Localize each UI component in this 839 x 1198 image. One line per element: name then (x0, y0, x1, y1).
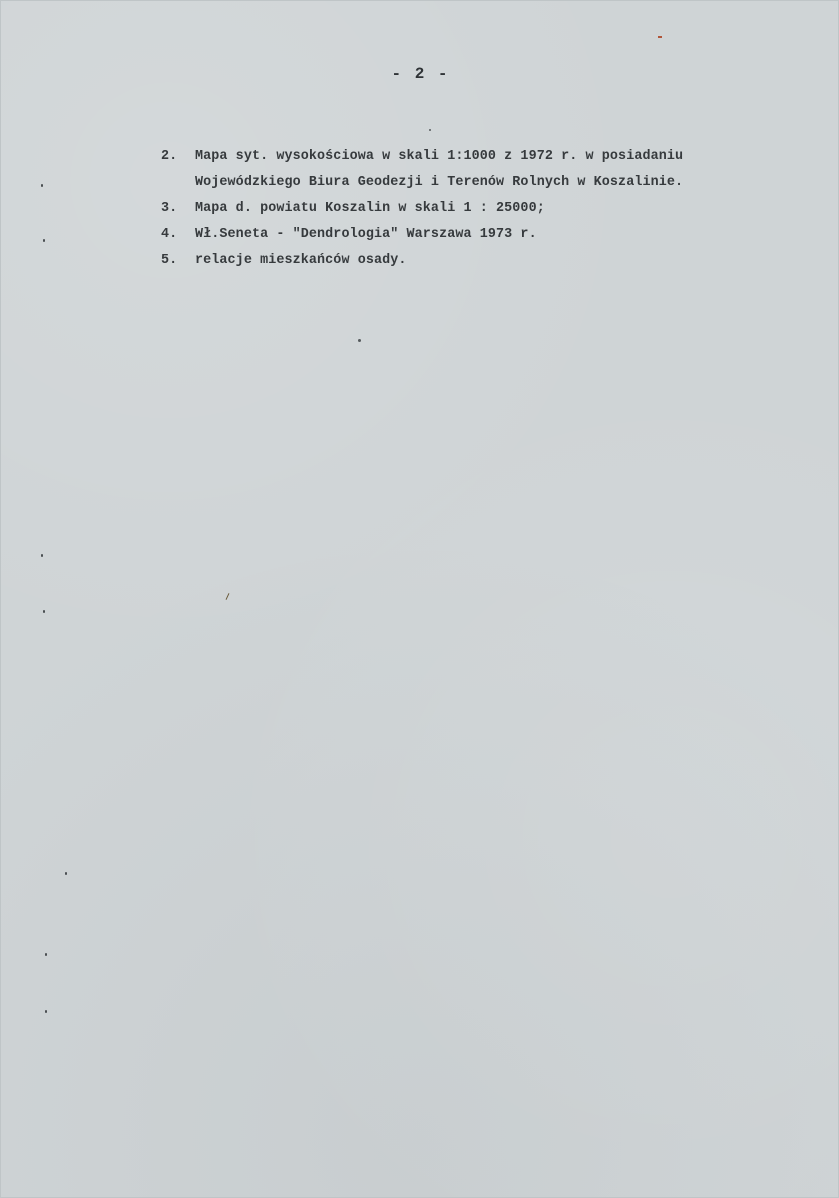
margin-speck (43, 239, 45, 242)
ink-dot (358, 339, 361, 342)
reference-list (161, 144, 831, 274)
reference-line: Mapa syt. wysokościowa w skali 1:1000 z 1972 r. w posiadaniu (195, 149, 684, 164)
margin-speck (43, 610, 45, 613)
reference-text (195, 144, 683, 196)
margin-speck (41, 554, 43, 557)
margin-speck (45, 953, 47, 956)
reference-number: 2. (161, 149, 178, 164)
ink-stroke (226, 593, 230, 600)
margin-speck (41, 184, 43, 187)
reference-number: 5. (161, 253, 178, 268)
red-speck (658, 36, 662, 38)
reference-item-5 (161, 248, 831, 274)
reference-number: 4. (161, 227, 178, 242)
ink-dot (429, 129, 431, 131)
reference-text (195, 196, 545, 222)
reference-item-3 (161, 196, 831, 222)
reference-text (195, 248, 407, 274)
reference-item-4 (161, 222, 831, 248)
reference-text (195, 222, 537, 248)
reference-line: Wł.Seneta - "Dendrologia" Warszawa 1973 r. (195, 227, 537, 242)
page-number: - 2 - (391, 65, 450, 83)
reference-line: Wojewódzkiego Biura Geodezji i Terenów Rolnych w Koszalinie. (195, 175, 684, 190)
margin-speck (65, 872, 67, 875)
reference-line: relacje mieszkańców osady. (195, 253, 407, 268)
margin-speck (45, 1010, 47, 1013)
reference-line: Mapa d. powiatu Koszalin w skali 1 : 25000; (195, 201, 545, 216)
reference-item-2 (161, 144, 831, 196)
reference-number: 3. (161, 201, 178, 216)
